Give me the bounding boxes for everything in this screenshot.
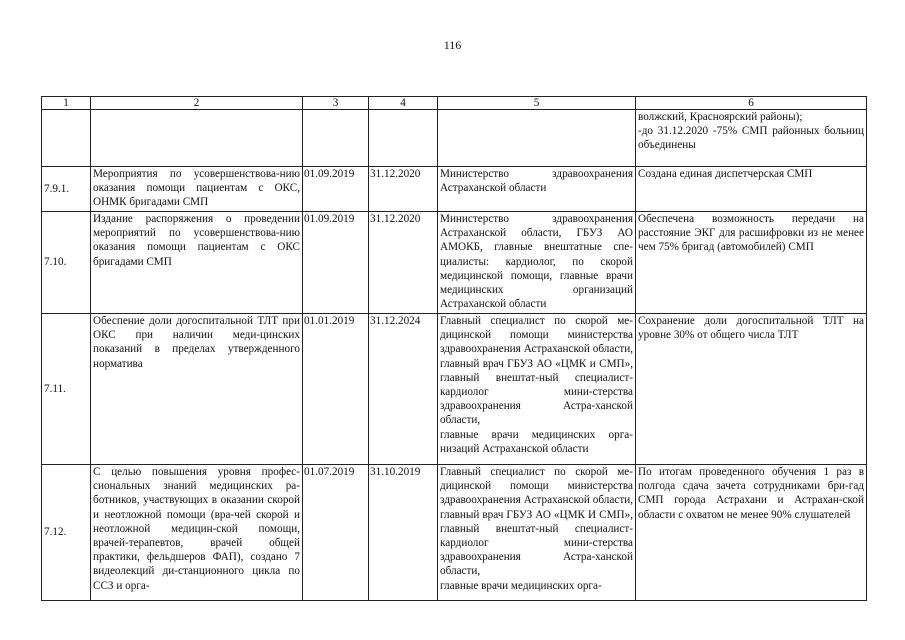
table-row	[42, 167, 867, 212]
measures-table	[41, 96, 867, 601]
table-row-continued	[42, 110, 867, 167]
column-header: 2	[91, 97, 303, 110]
result-cell: Создана единая диспетчерская СМП	[636, 167, 867, 212]
responsible-cell: Министерство здравоохранения Астраханской области	[438, 167, 636, 212]
column-header: 1	[42, 97, 91, 110]
end-date: 31.12.2020	[369, 212, 438, 314]
table-row	[42, 212, 867, 314]
table-row	[42, 465, 867, 601]
start-date: 01.01.2019	[303, 314, 369, 465]
result-cell: По итогам проведенного обучения 1 раз в полгода сдача зачета сотрудниками бри-гад СМП города Астрахани и Астрахан-ской области с охватом не менее 90% слушателей	[636, 465, 867, 601]
column-header: 4	[369, 97, 438, 110]
table-row	[42, 314, 867, 465]
result-cell: Обеспечена возможность передачи на расстояние ЭКГ для расшифровки из не менее чем 75% бригад (автомобилей) СМП	[636, 212, 867, 314]
start-date: 01.07.2019	[303, 465, 369, 601]
responsible-cell: Министерство здравоохранения Астраханской области, ГБУЗ АО АМОКБ, главные внештатные спе-циалисты: кардиолог, по скорой медицинской помощи, главные врачи медицинских организаций Астраханской области	[438, 212, 636, 314]
end-date: 31.12.2020	[369, 167, 438, 212]
measure-cell: Мероприятия по усовершенствова-нию оказания помощи пациентам с ОКС, ОНМК бригадами СМП	[91, 167, 303, 212]
responsible-cell: Главный специалист по скорой ме-дицинской помощи министерства здравоохранения Астраханской области, главный врач ГБУЗ АО «ЦМК И СМП», главный внештат-ный специалист-кардиолог мини-стерства здравоохранения Астра-ханской области, главные врачи медицинских орга-	[438, 465, 636, 601]
start-date: 01.09.2019	[303, 212, 369, 314]
row-number: 7.10.	[42, 212, 91, 314]
start-date: 01.09.2019	[303, 167, 369, 212]
measure-cell: Обеспение доли догоспитальной ТЛТ при ОКС при наличии меди-цинских показаний в пределах утвержденного норматива	[91, 314, 303, 465]
row-number: 7.12.	[42, 465, 91, 601]
header-row	[42, 97, 867, 110]
measure-cell: С целью повышения уровня профес-сиональных знаний медицинских ра-ботников, участвующих в оказании скорой и неотложной помощи (вра-чей скорой и неотложной медицин-ской помощи, врачей-терапевтов, врачей общей практики, фельдшеров ФАП), создано 7 видеолекций ди-станционного цикла по ССЗ и орга-	[91, 465, 303, 601]
measure-cell: Издание распоряжения о проведении мероприятий по усовершенствова-нию оказания помощи пациентам с ОКС бригадами СМП	[91, 212, 303, 314]
column-header: 3	[303, 97, 369, 110]
responsible-cell: Главный специалист по скорой ме-дицинской помощи министерства здравоохранения Астраханской области, главный врач ГБУЗ АО «ЦМК и СМП», главный внештат-ный специалист-кардиолог мини-стерства здравоохранения Астра-ханской области, главные врачи медицинских орга-низаций Астраханской области	[438, 314, 636, 465]
page-number: 116	[443, 38, 462, 52]
column-header: 5	[438, 97, 636, 110]
end-date: 31.10.2019	[369, 465, 438, 601]
end-date: 31.12.2024	[369, 314, 438, 465]
result-cell: Сохранение доли догоспитальной ТЛТ на уровне 30% от общего числа ТЛТ	[636, 314, 867, 465]
row-number: 7.11.	[42, 314, 91, 465]
row-number: 7.9.1.	[42, 167, 91, 212]
column-header: 6	[636, 97, 867, 110]
result-cell: волжский, Красноярский районы); -до 31.12.2020 -75% СМП районных больниц объединены	[636, 110, 867, 167]
